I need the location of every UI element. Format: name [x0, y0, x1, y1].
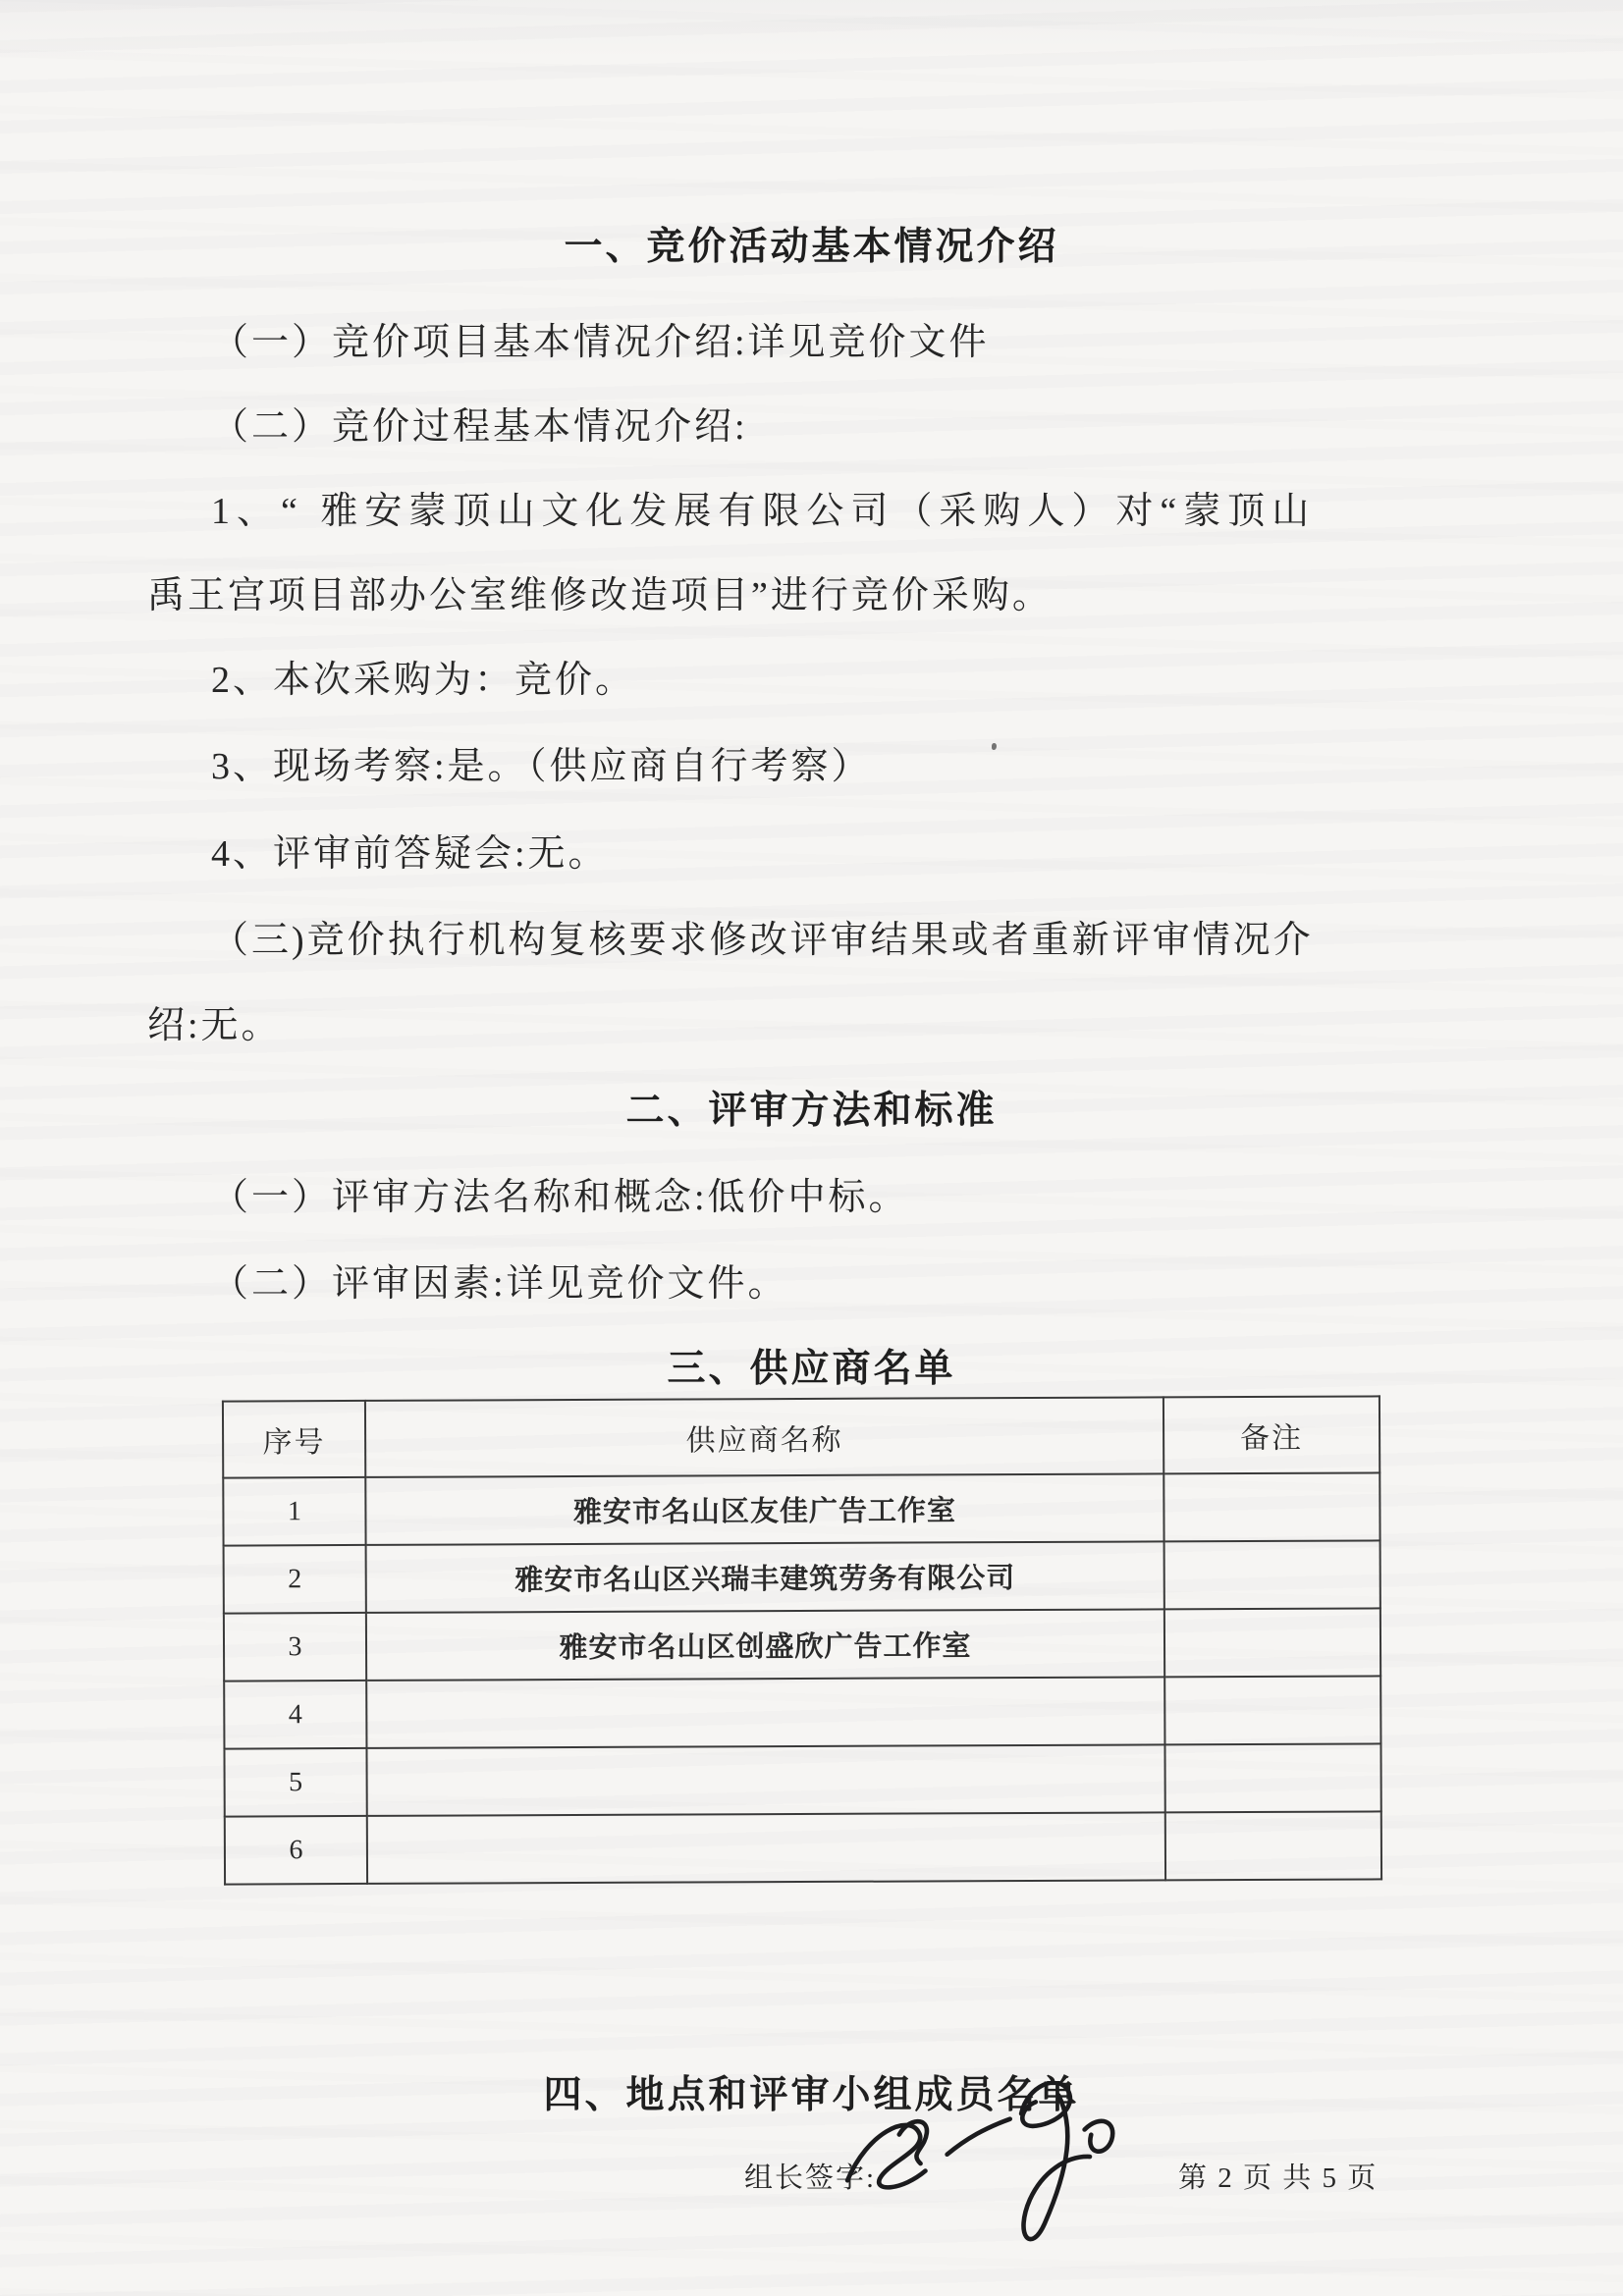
paragraph-method-name: （一）评审方法名称和概念:低价中标。 — [211, 1177, 909, 1218]
supplier-name-cell — [366, 1677, 1164, 1748]
table-row — [223, 1472, 1380, 1545]
paragraph-review-factors: （二）评审因素:详见竞价文件。 — [211, 1263, 788, 1305]
row-index-cell: 1 — [223, 1477, 365, 1546]
supplier-name-cell: 雅安市名山区兴瑞丰建筑劳务有限公司 — [366, 1541, 1164, 1613]
header-remark: 备注 — [1163, 1396, 1380, 1473]
row-index-cell: 2 — [224, 1545, 366, 1614]
table-header-row — [223, 1396, 1380, 1477]
remark-cell — [1164, 1743, 1380, 1812]
header-index: 序号 — [223, 1401, 365, 1478]
leader-signature-handwriting — [835, 2081, 1139, 2277]
supplier-name-cell — [366, 1744, 1164, 1816]
supplier-name-cell — [367, 1812, 1165, 1884]
table-row — [225, 1811, 1381, 1884]
paragraph-procurement-type: 2、本次采购为：竞价。 — [211, 660, 636, 701]
paragraph-pre-review-qa: 4、评审前答疑会:无。 — [211, 833, 609, 875]
paragraph-purchaser-line2: 禹王宫项目部办公室维修改造项目”进行竞价采购。 — [147, 575, 1053, 616]
paragraph-purchaser-line1: 1、“ 雅安蒙顶山文化发展有限公司（采购人）对“蒙顶山 — [211, 491, 1317, 532]
remark-cell — [1164, 1608, 1380, 1677]
paragraph-review-recheck-line1: （三)竞价执行机构复核要求修改评审结果或者重新评审情况介 — [211, 920, 1314, 961]
paragraph-process-intro: （二）竞价过程基本情况介绍: — [211, 406, 748, 448]
table-row — [224, 1540, 1380, 1613]
supplier-table — [222, 1395, 1382, 1885]
table-row — [224, 1608, 1380, 1681]
row-index-cell: 5 — [224, 1748, 366, 1817]
section3-heading: 三、供应商名单 — [667, 1348, 956, 1390]
section1-heading: 一、竞价活动基本情况介绍 — [564, 226, 1059, 268]
remark-cell — [1165, 1811, 1381, 1880]
section4-heading: 四、地点和评审小组成员名单 — [543, 2074, 1080, 2116]
row-index-cell: 4 — [224, 1681, 366, 1749]
paragraph-site-visit: 3、现场考察:是。（供应商自行考察） — [211, 746, 872, 787]
remark-cell — [1164, 1676, 1380, 1744]
row-index-cell: 3 — [224, 1613, 366, 1682]
supplier-name-cell: 雅安市名山区友佳广告工作室 — [365, 1473, 1163, 1545]
remark-cell — [1164, 1540, 1380, 1609]
table-row — [224, 1743, 1380, 1816]
supplier-name-cell: 雅安市名山区创盛欣广告工作室 — [366, 1609, 1164, 1681]
table-row — [224, 1676, 1380, 1748]
remark-cell — [1163, 1472, 1380, 1541]
scan-speck — [992, 743, 997, 750]
page-indicator: 第 2 页 共 5 页 — [1178, 2163, 1379, 2194]
row-index-cell: 6 — [225, 1816, 367, 1885]
leader-signature-label: 组长签字: — [744, 2163, 877, 2194]
paragraph-review-recheck-line2: 绍:无。 — [147, 1005, 282, 1046]
header-supplier-name: 供应商名称 — [365, 1397, 1163, 1477]
section2-heading: 二、评审方法和标准 — [625, 1090, 998, 1132]
paragraph-project-intro: （一）竞价项目基本情况介绍:详见竞价文件 — [211, 322, 990, 363]
